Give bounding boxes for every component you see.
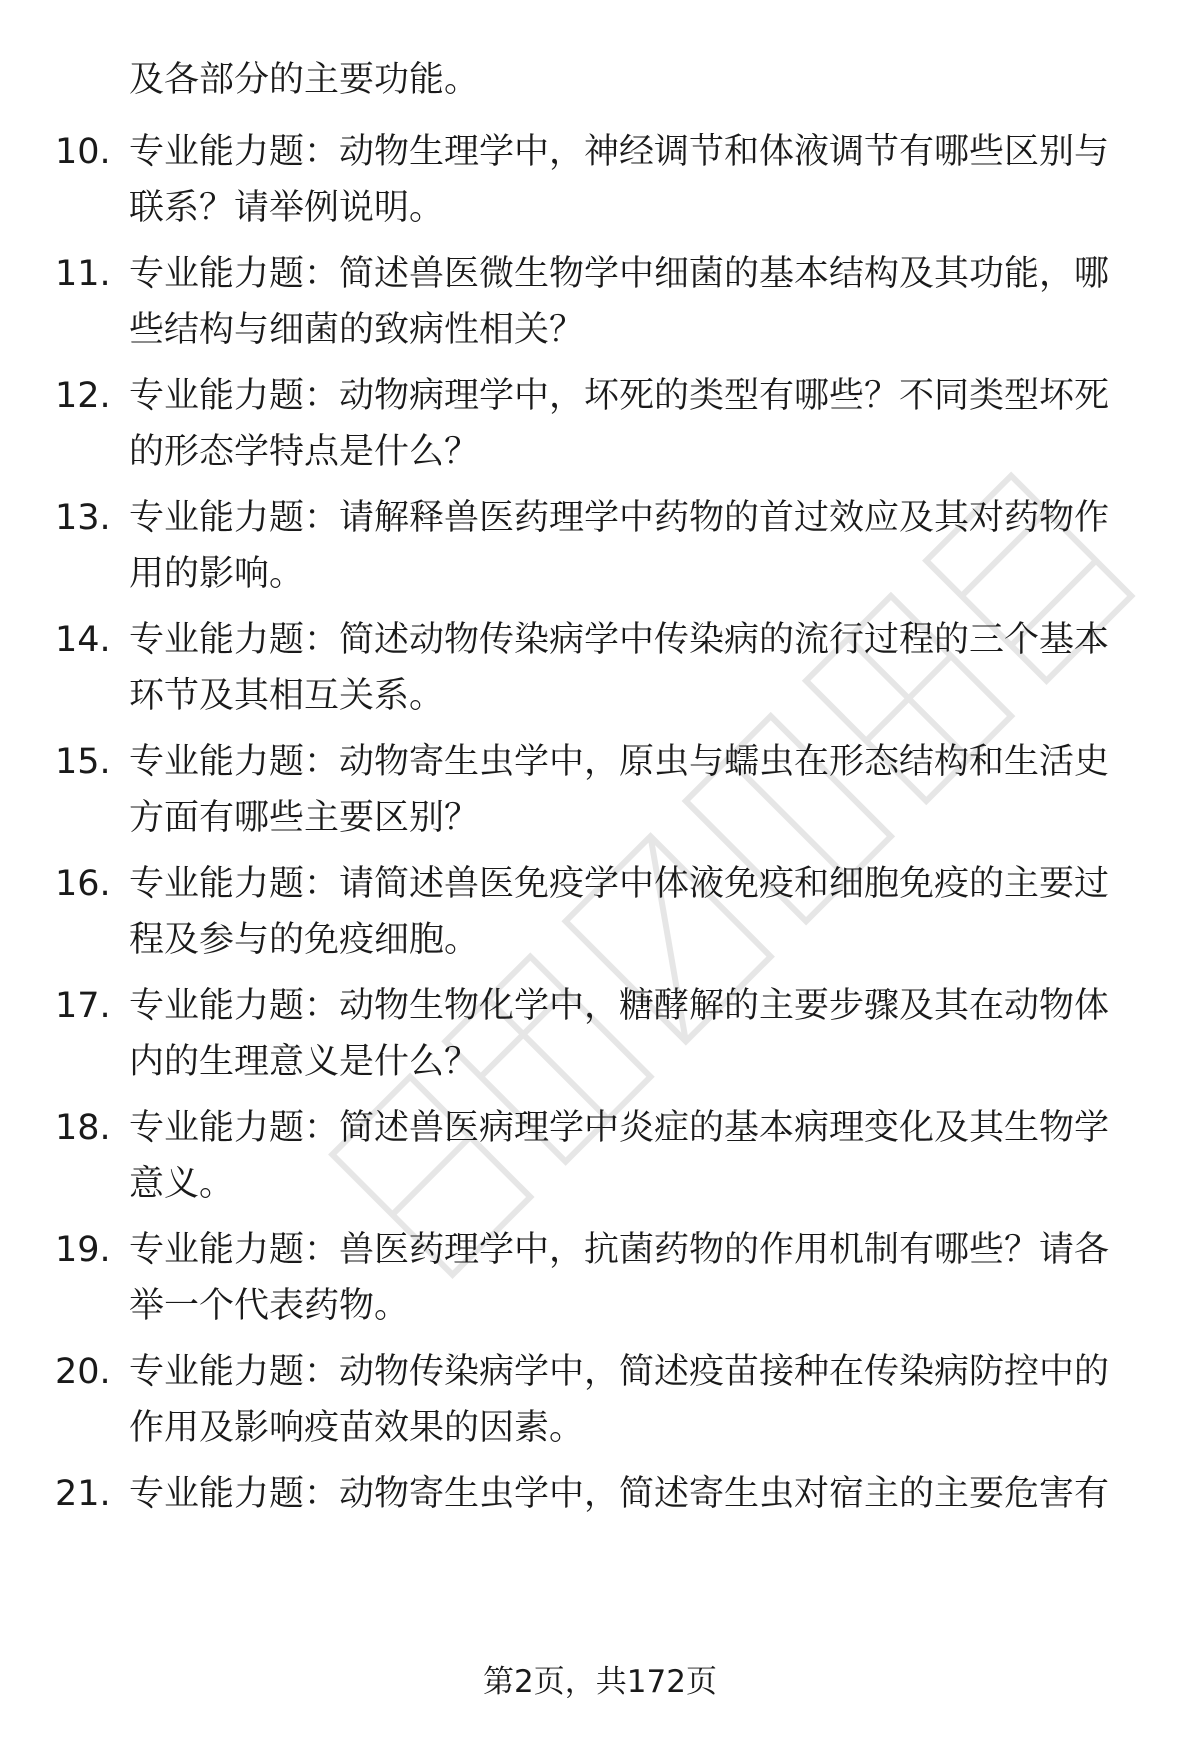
question-number: 11. (55, 254, 111, 294)
question-text-line-1: 专业能力题：简述兽医病理学中炎症的基本病理变化及其生物学 (129, 1108, 1110, 1148)
question-number: 18. (55, 1108, 111, 1148)
question-number: 21. (55, 1474, 111, 1514)
question-text-line-2: 程及参与的免疫细胞。 (129, 920, 480, 960)
question-text-line-1: 专业能力题：动物寄生虫学中，简述寄生虫对宿主的主要危害有 (129, 1474, 1110, 1514)
question-text-line-2: 举一个代表药物。 (129, 1286, 410, 1326)
question-text-line-2: 的形态学特点是什么？ (129, 432, 480, 472)
question-text-line-1: 专业能力题：请解释兽医药理学中药物的首过效应及其对药物作 (129, 498, 1110, 538)
question-text-line-1: 专业能力题：动物寄生虫学中，原虫与蠕虫在形态结构和生活史 (129, 742, 1110, 782)
question-text-line-1: 专业能力题：兽医药理学中，抗菌药物的作用机制有哪些？请各 (129, 1230, 1110, 1270)
question-text-line-1: 专业能力题：动物生物化学中，糖酵解的主要步骤及其在动物体 (129, 986, 1110, 1026)
question-text-line-2: 些结构与细菌的致病性相关？ (129, 310, 585, 350)
question-number: 20. (55, 1352, 111, 1392)
question-text-line-1: 专业能力题：简述兽医微生物学中细菌的基本结构及其功能，哪 (129, 254, 1110, 294)
question-text-line-1: 专业能力题：简述动物传染病学中传染病的流行过程的三个基本 (129, 620, 1110, 660)
question-number: 14. (55, 620, 111, 660)
question-text-line-1: 专业能力题：请简述兽医免疫学中体液免疫和细胞免疫的主要过 (129, 864, 1110, 904)
question-number: 15. (55, 742, 111, 782)
question-number: 16. (55, 864, 111, 904)
question-number: 13. (55, 498, 111, 538)
question-text-line-1: 专业能力题：动物生理学中，神经调节和体液调节有哪些区别与 (129, 132, 1110, 172)
question-number: 19. (55, 1230, 111, 1270)
question-text-line-2: 环节及其相互关系。 (129, 676, 445, 716)
question-text-line-2: 作用及影响疫苗效果的因素。 (129, 1408, 585, 1448)
question-number: 12. (55, 376, 111, 416)
question-text-line-2: 联系？请举例说明。 (129, 188, 445, 228)
question-number: 10. (55, 132, 111, 172)
question-text-line-1: 专业能力题：动物传染病学中，简述疫苗接种在传染病防控中的 (129, 1352, 1110, 1392)
question-text-line-2: 用的影响。 (129, 554, 305, 594)
question-number: 17. (55, 986, 111, 1026)
question-text-line-2: 意义。 (129, 1164, 235, 1204)
page-footer: 第2页，共172页 (483, 1664, 717, 1700)
question-text-line-2: 内的生理意义是什么？ (129, 1042, 480, 1082)
continued-text: 及各部分的主要功能。 (129, 60, 480, 100)
question-text-line-2: 方面有哪些主要区别？ (129, 798, 480, 838)
question-text-line-1: 专业能力题：动物病理学中，坏死的类型有哪些？不同类型坏死 (129, 376, 1110, 416)
